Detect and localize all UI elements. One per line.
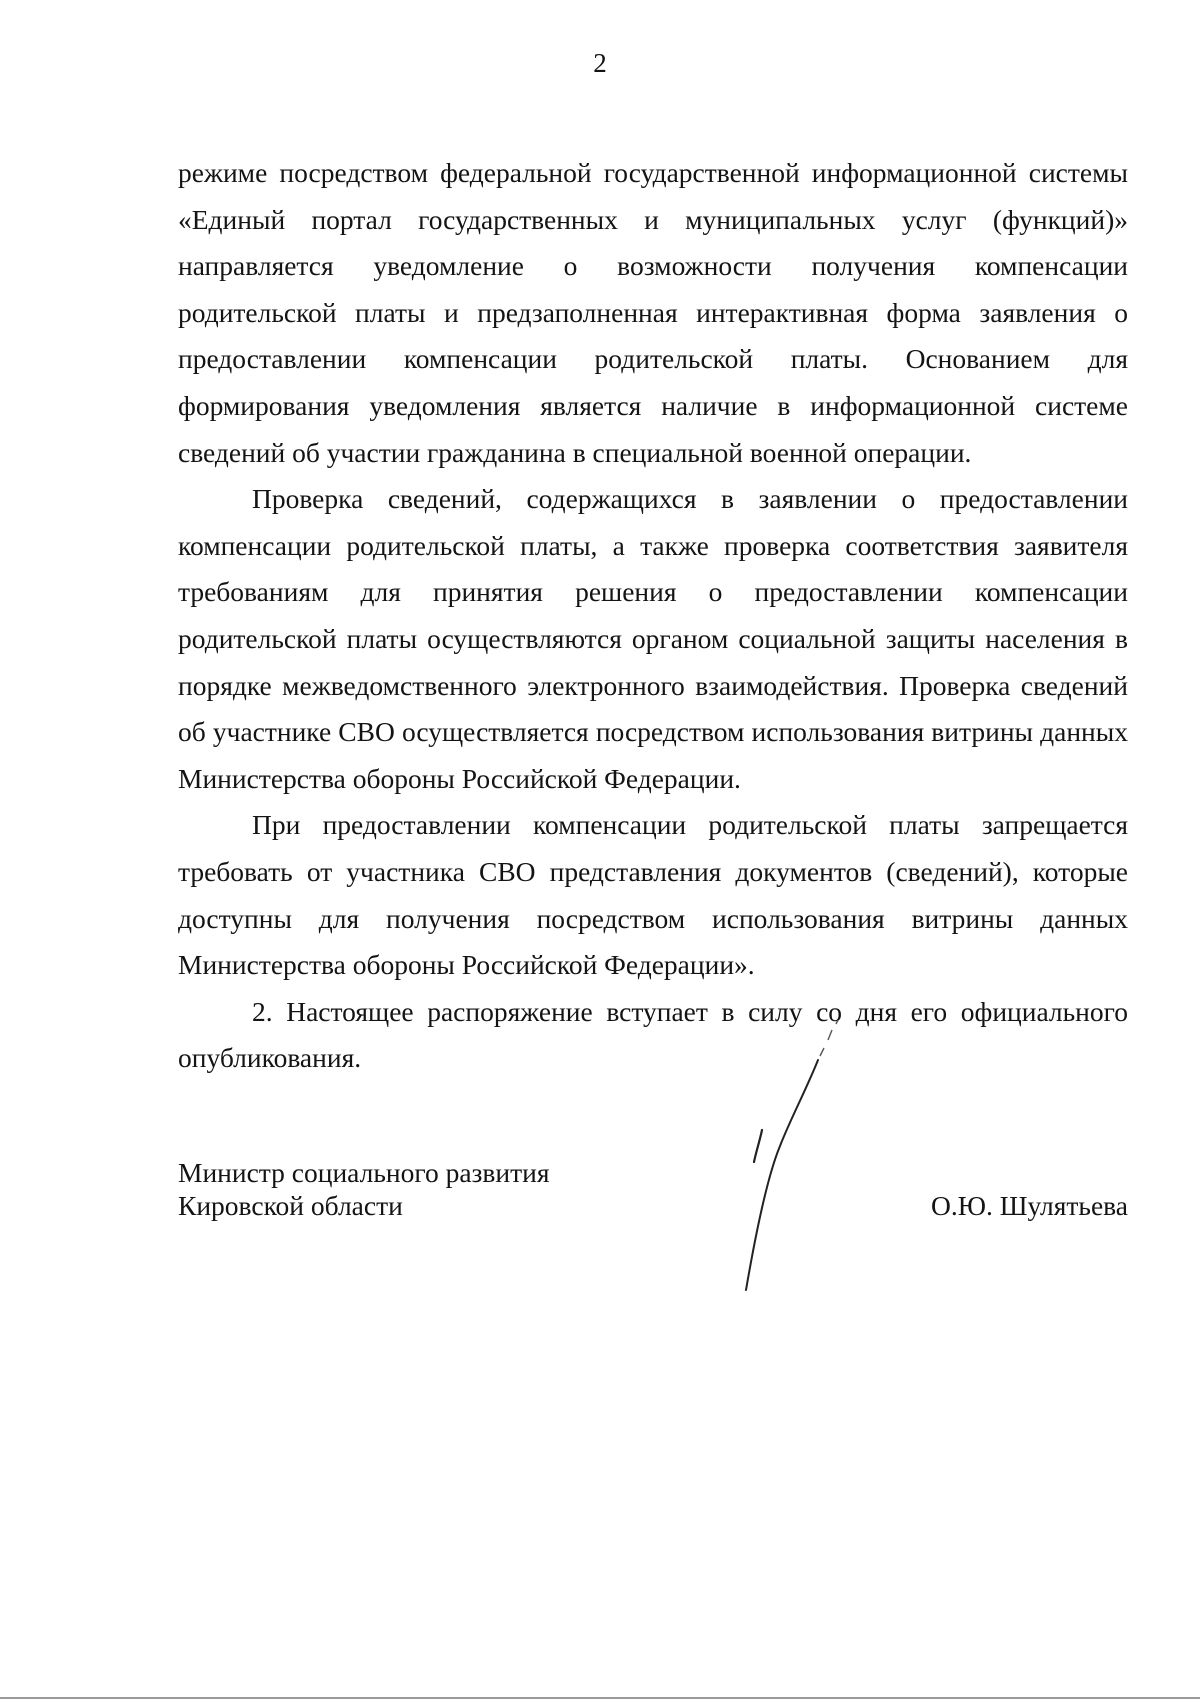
signer-position-line-2: Кировской области: [178, 1190, 403, 1221]
signature-block: [178, 1156, 1128, 1222]
paragraph-prohibition: При предоставлении компенсации родительской платы запрещается требовать от участника СВО представления документов (сведений), которые доступны для получения посредством использования витрины данных Министерства обороны Российской Федерации».: [178, 809, 1128, 981]
paragraph-effective-date: 2. Настоящее распоряжение вступает в силу со дня его официального опубликования.: [178, 995, 1128, 1074]
signer-position-line-1: Министр социального развития: [178, 1157, 550, 1188]
page-number: 2: [593, 48, 607, 78]
paragraph-verification: Проверка сведений, содержащихся в заявлении о предоставлении компенсации родительской платы, а также проверка соответствия заявителя требованиям для принятия решения о предоставлении компенсации родительской платы осуществляются органом социальной защиты населения в порядке межведомственного электронного взаимодействия. Проверка сведений об участнике СВО осуществляется посредством использования витрины данных Министерства обороны Российской Федерации.: [178, 483, 1128, 794]
scan-edge-line: [0, 1697, 1200, 1699]
paragraph-continuation: режиме посредством федеральной государственной информационной системы «Единый портал государственных и муниципальных услуг (функций)» направляется уведомление о возможности получения компенсации родительской платы и предзаполненная интерактивная форма заявления о предоставлении компенсации родительской платы. Основанием для формирования уведомления является наличие в информационной системе сведений об участии гражданина в специальной военной операции.: [178, 157, 1128, 468]
document-body: [178, 150, 1128, 1082]
signer-name: О.Ю. Шулятьева: [931, 1190, 1128, 1221]
